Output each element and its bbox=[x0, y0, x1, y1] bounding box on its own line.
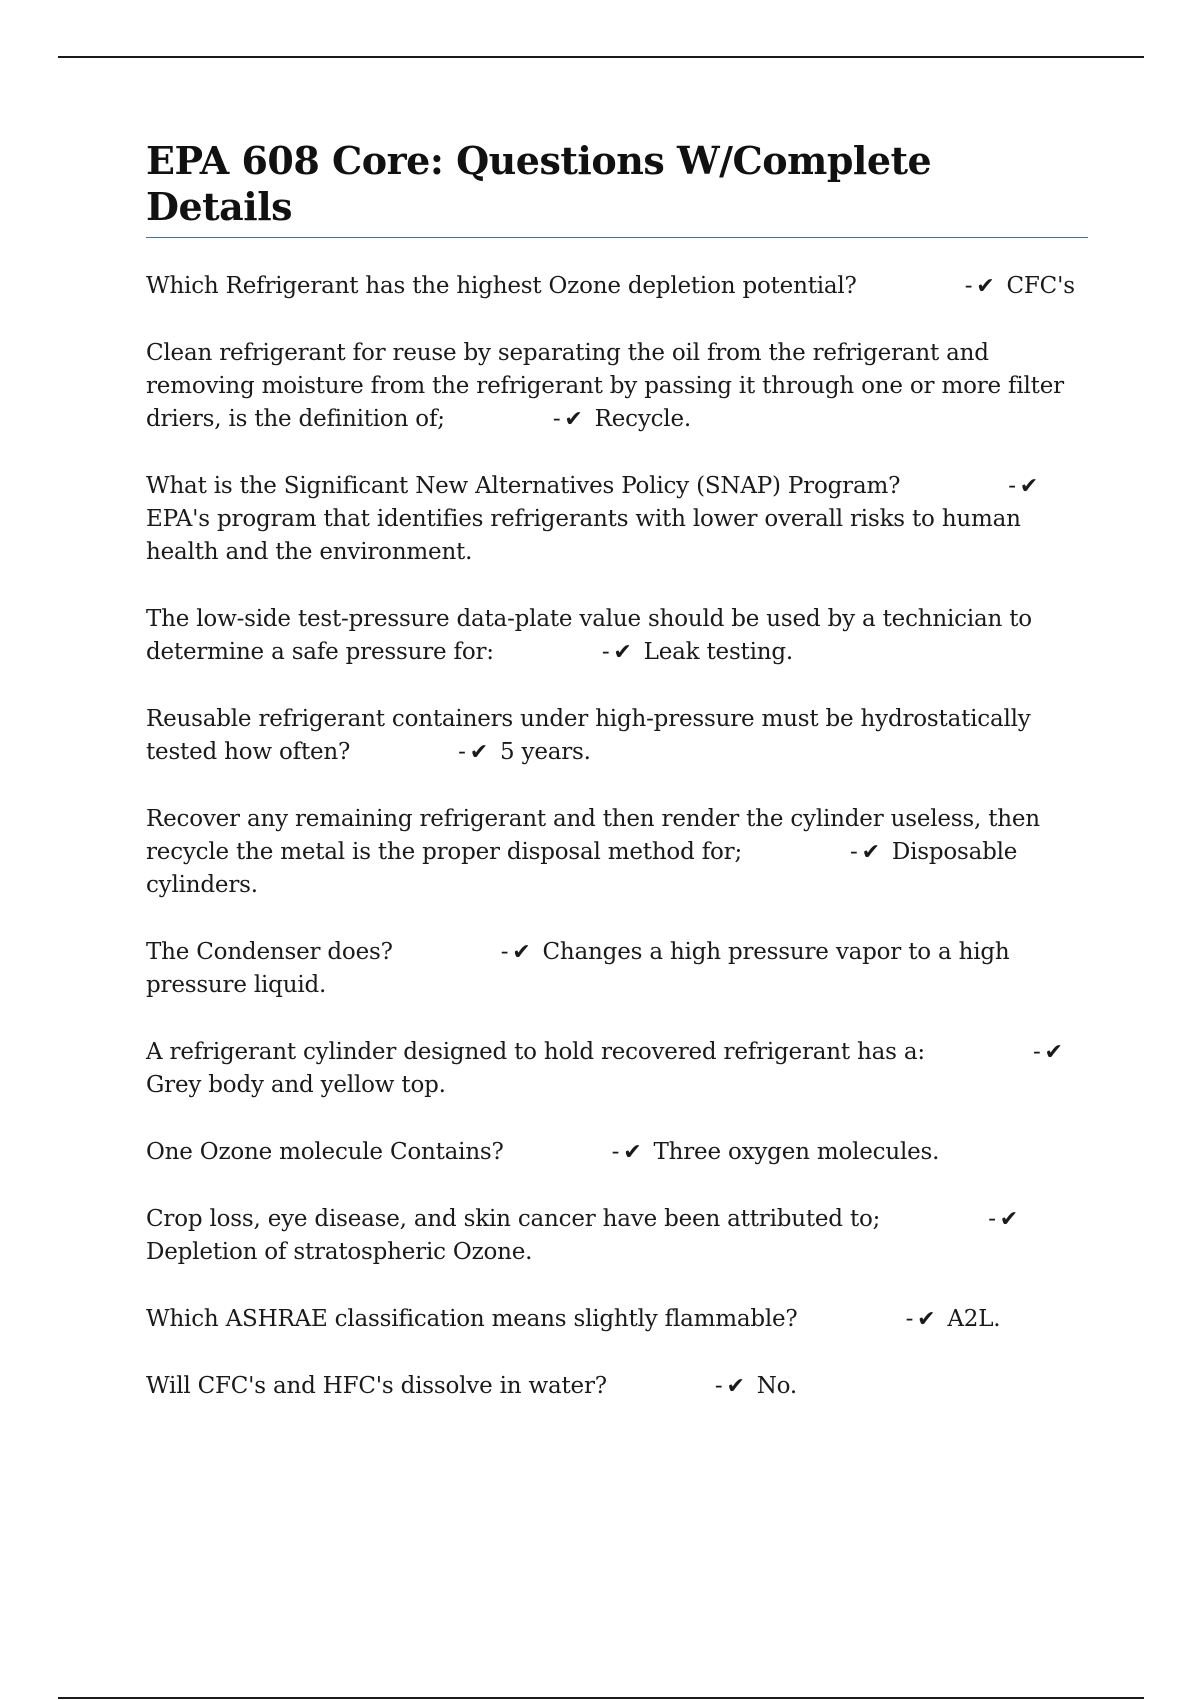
qa-list bbox=[146, 270, 1088, 1403]
answer-text: EPA's program that identifies refrigerants with lower overall risks to human health and the environment. bbox=[146, 506, 1021, 566]
question-text: Will CFC's and HFC's dissolve in water? bbox=[146, 1373, 607, 1400]
check-mark-icon: ✔ bbox=[726, 1374, 745, 1400]
qa-item bbox=[146, 703, 1088, 769]
check-mark-icon: ✔ bbox=[999, 1207, 1018, 1233]
answer-text: 5 years. bbox=[499, 739, 591, 766]
dash-separator: - bbox=[1008, 473, 1016, 500]
qa-item bbox=[146, 470, 1088, 569]
document-body bbox=[146, 138, 1088, 1437]
dash-separator: - bbox=[850, 839, 858, 866]
question-text: Which Refrigerant has the highest Ozone depletion potential? bbox=[146, 273, 857, 300]
check-mark-icon: ✔ bbox=[861, 840, 880, 866]
question-text: What is the Significant New Alternatives Policy (SNAP) Program? bbox=[146, 473, 901, 500]
answer-text: CFC's bbox=[1006, 273, 1075, 300]
answer-text: Leak testing. bbox=[643, 639, 793, 666]
check-mark-icon: ✔ bbox=[564, 407, 583, 433]
qa-item bbox=[146, 270, 1088, 303]
top-rule bbox=[58, 56, 1144, 58]
dash-separator: - bbox=[611, 1139, 620, 1166]
question-text: One Ozone molecule Contains? bbox=[146, 1139, 504, 1166]
dash-separator: - bbox=[458, 739, 466, 766]
dash-separator: - bbox=[552, 406, 561, 433]
qa-item bbox=[146, 1036, 1088, 1102]
check-mark-icon: ✔ bbox=[917, 1307, 936, 1333]
question-text: Recover any remaining refrigerant and then render the cylinder useless, then recycle the metal is the proper disposal method for; bbox=[146, 806, 1040, 866]
dash-separator: - bbox=[905, 1306, 914, 1333]
question-text: Crop loss, eye disease, and skin cancer have been attributed to; bbox=[146, 1206, 881, 1233]
check-mark-icon: ✔ bbox=[623, 1140, 642, 1166]
qa-item bbox=[146, 603, 1088, 669]
answer-text: Changes a high pressure vapor to a high pressure liquid. bbox=[146, 939, 1010, 999]
qa-item bbox=[146, 1203, 1088, 1269]
check-mark-icon: ✔ bbox=[976, 274, 995, 300]
answer-text: Three oxygen molecules. bbox=[653, 1139, 940, 1166]
answer-text: Disposable cylinders. bbox=[146, 839, 1018, 899]
answer-text: A2L. bbox=[947, 1306, 1001, 1333]
dash-separator: - bbox=[988, 1206, 996, 1233]
question-text: Clean refrigerant for reuse by separating the oil from the refrigerant and removing moisture from the refrigerant by passing it through one or more filter driers, is the definition of; bbox=[146, 340, 1064, 433]
question-text: A refrigerant cylinder designed to hold recovered refrigerant has a: bbox=[146, 1039, 925, 1066]
qa-item bbox=[146, 337, 1088, 436]
dash-separator: - bbox=[714, 1373, 723, 1400]
question-text: Which ASHRAE classification means slightly flammable? bbox=[146, 1306, 798, 1333]
question-text: The low-side test-pressure data-plate value should be used by a technician to determine a safe pressure for: bbox=[146, 606, 1032, 666]
answer-text: Depletion of stratospheric Ozone. bbox=[146, 1239, 533, 1266]
qa-item bbox=[146, 1370, 1088, 1403]
check-mark-icon: ✔ bbox=[1019, 474, 1039, 500]
qa-item bbox=[146, 936, 1088, 1002]
qa-item bbox=[146, 1303, 1088, 1336]
check-mark-icon: ✔ bbox=[512, 940, 531, 966]
qa-item bbox=[146, 1136, 1088, 1169]
answer-text: Recycle. bbox=[594, 406, 691, 433]
document-title: EPA 608 Core: Questions W/Complete Details bbox=[146, 138, 1088, 238]
check-mark-icon: ✔ bbox=[613, 640, 632, 666]
answer-text: Grey body and yellow top. bbox=[146, 1072, 446, 1099]
question-text: Reusable refrigerant containers under high-pressure must be hydrostatically tested how often? bbox=[146, 706, 1031, 766]
dash-separator: - bbox=[964, 273, 973, 300]
check-mark-icon: ✔ bbox=[1044, 1040, 1063, 1066]
question-text: The Condenser does? bbox=[146, 939, 393, 966]
dash-separator: - bbox=[500, 939, 509, 966]
qa-item bbox=[146, 803, 1088, 902]
dash-separator: - bbox=[601, 639, 610, 666]
check-mark-icon: ✔ bbox=[469, 740, 488, 766]
bottom-rule bbox=[58, 1697, 1144, 1699]
answer-text: No. bbox=[756, 1373, 797, 1400]
dash-separator: - bbox=[1032, 1039, 1041, 1066]
